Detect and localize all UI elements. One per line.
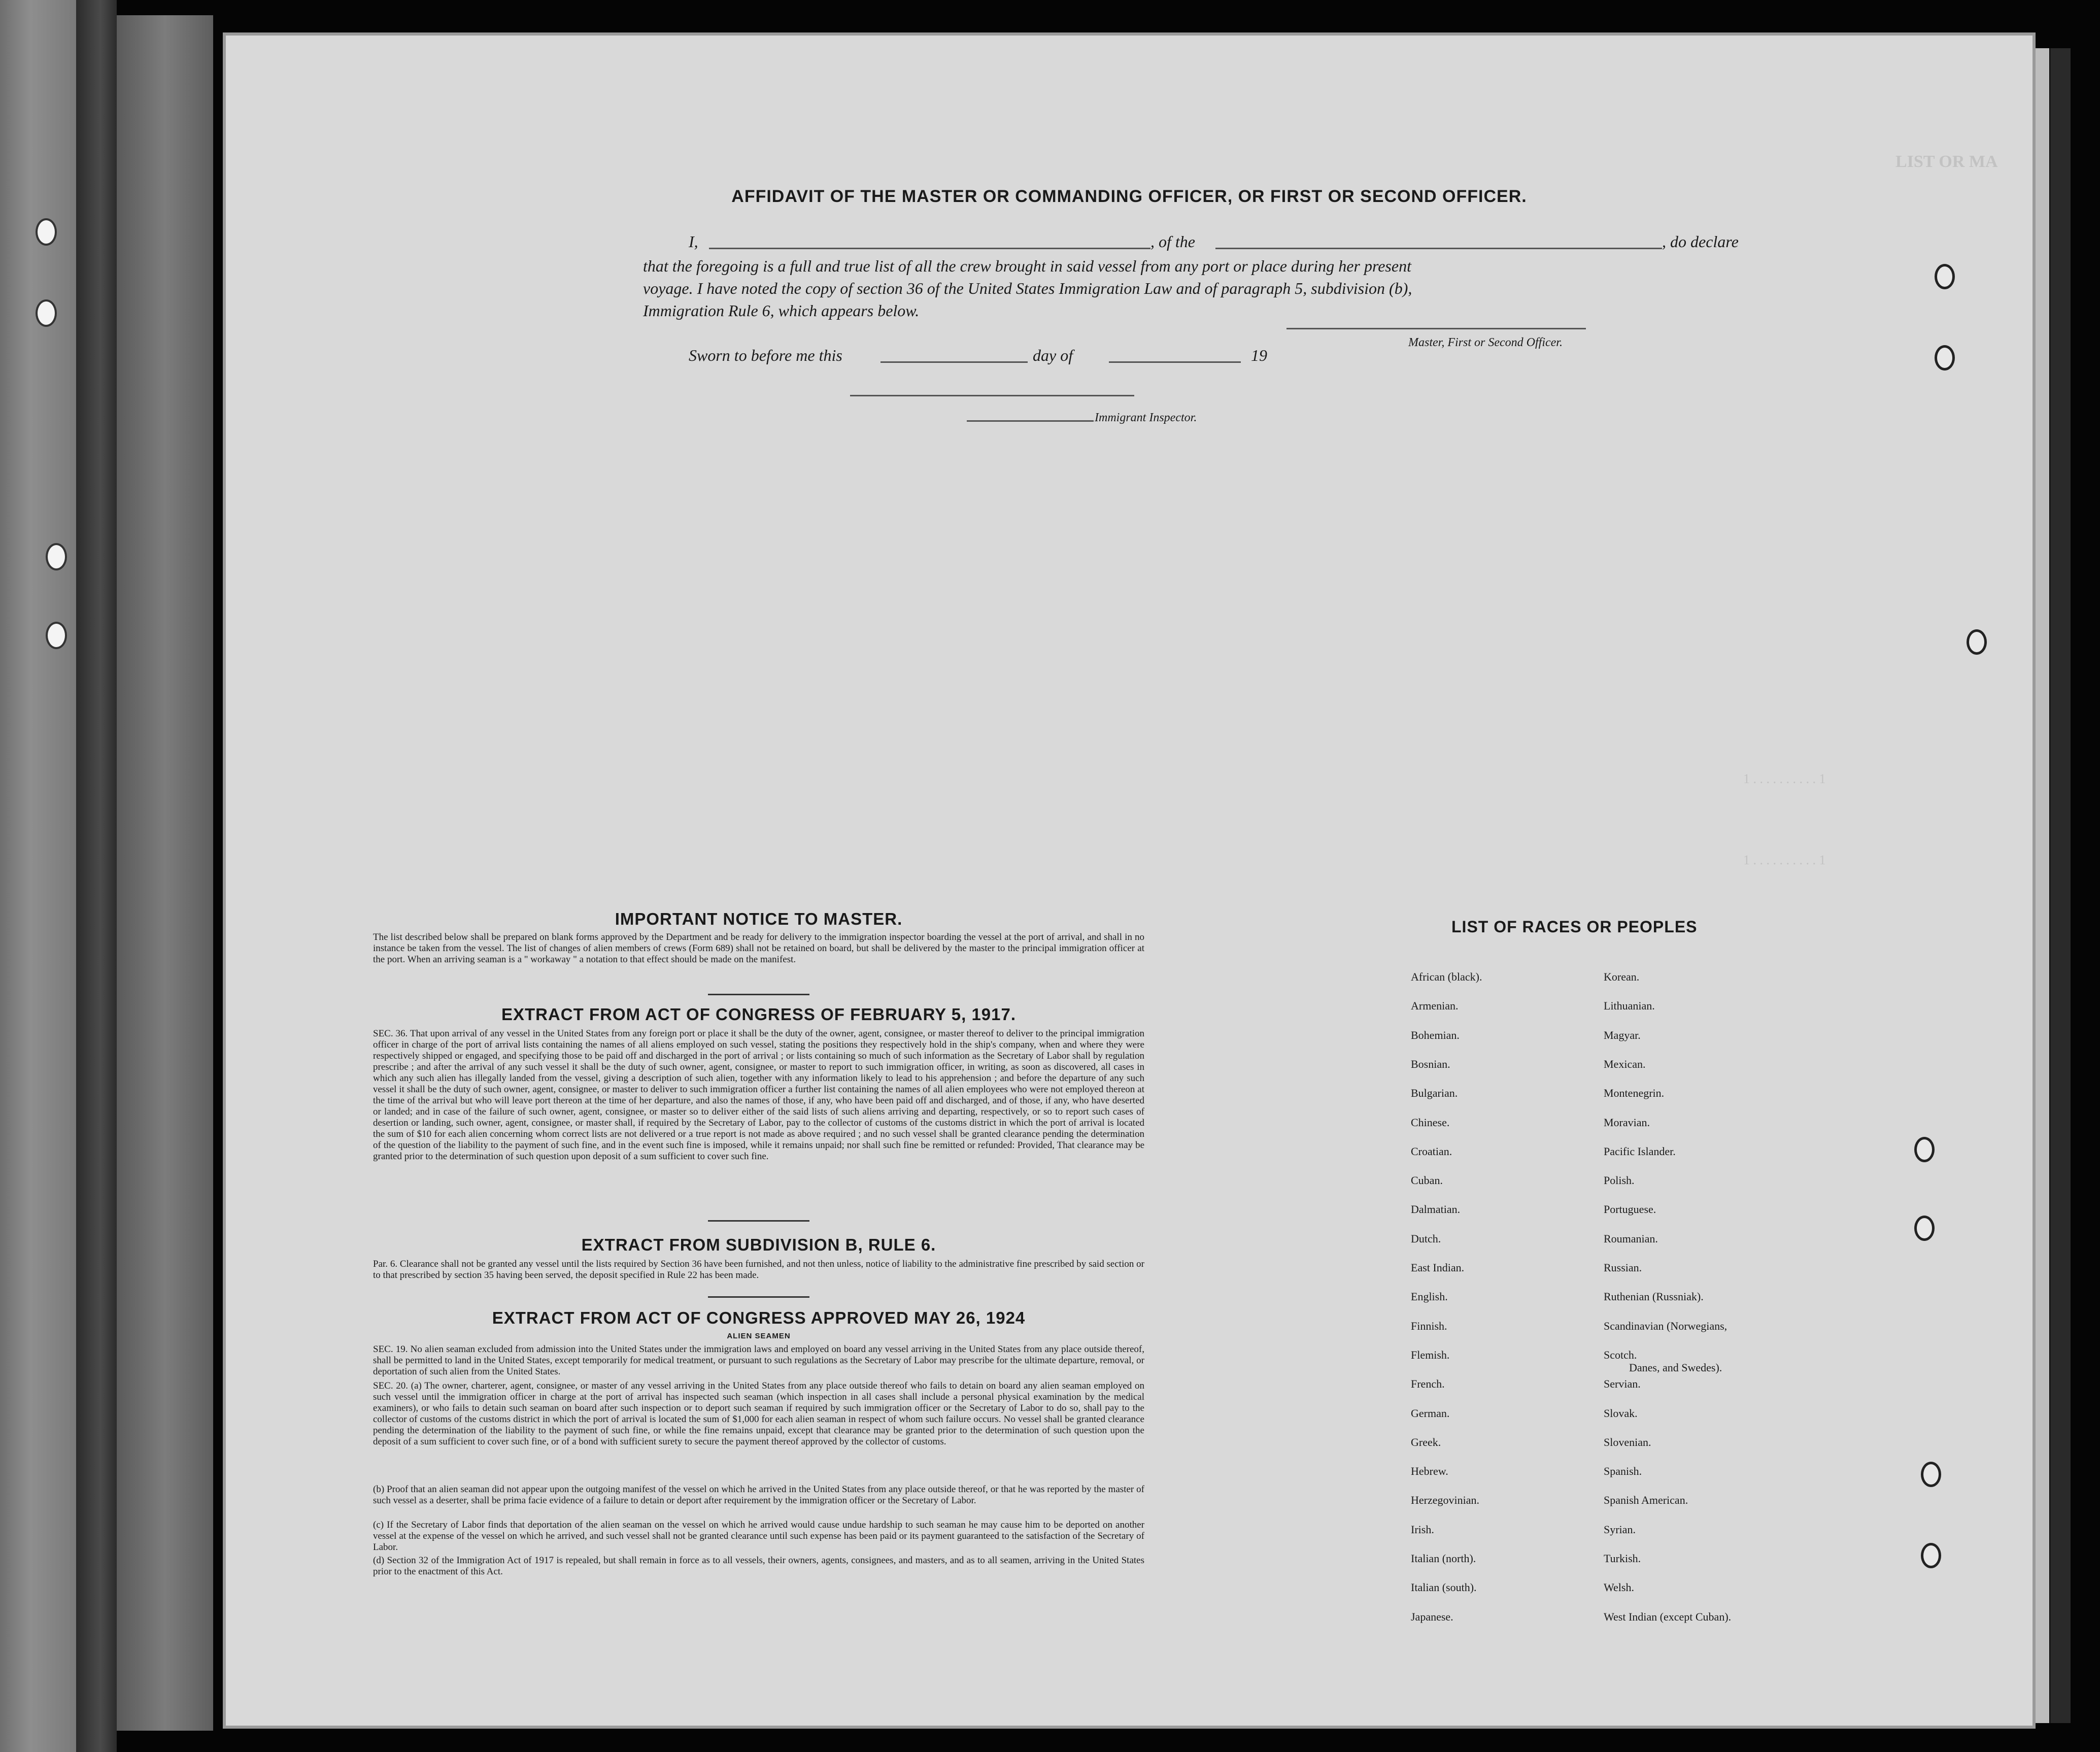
race-item: Russian. [1604,1261,1642,1274]
race-item: Italian (north). [1411,1552,1476,1565]
race-item: Mexican. [1604,1058,1646,1070]
affidavit-do-declare: , do declare [1662,232,1739,251]
affidavit-line-2: that the foregoing is a full and true list of all the crew brought in said vessel from any port or place during her present [643,257,1411,275]
important-notice-body: The list described below shall be prepared on blank forms approved by the Department and be ready for delivery to the immigration inspector boarding the vessel at the port of arrival, and shall in no instance be taken from the vessel. The list of changes of alien members of crews (Form 689) shall not be retained on board, but shall be delivered by the master to the principal immigration officer at the port. When an arriving seaman is a " workaway " a notation to that effect should be made on the manifest. [373,932,1144,965]
punch-hole [1967,629,1987,655]
race-item: Pacific Islander. [1604,1145,1676,1158]
race-item: Slovenian. [1604,1436,1651,1448]
affidavit-title: AFFIDAVIT OF THE MASTER OR COMMANDING OFFICER, OR FIRST OR SECOND OFFICER. [731,187,1527,206]
race-item: Korean. [1604,970,1640,983]
extract-1924-paragraph-5: (d) Section 32 of the Immigration Act of 1917 is repealed, but shall remain in force as to all vessels, their owners, agents, consignees, and masters, and as to all seamen, arriving in the United States prior to the enactment of this Act. [373,1555,1144,1577]
punch-hole [1935,264,1955,289]
extract-1924-paragraph-4: (c) If the Secretary of Labor finds that deportation of the alien seaman on the vessel on which he arrived would cause undue hardship to such seaman he may cause him to be deported on another vessel at the expense of the vessel on which he arrived, and such vessel shall not be granted clearance until such expense has been paid or its payment guaranteed to the satisfaction of the Secretary of Labor. [373,1520,1144,1553]
race-item: Finnish. [1411,1320,1447,1332]
race-item: Lithuanian. [1604,999,1655,1012]
punch-hole [1921,1462,1941,1487]
race-item: Dalmatian. [1411,1203,1461,1216]
affidavit-i: I, [689,232,698,251]
master-signature-label: Master, First or Second Officer. [1408,336,1563,349]
race-item: French. [1411,1377,1445,1390]
punch-hole [1921,1543,1941,1568]
race-item: Bosnian. [1411,1058,1450,1070]
race-item: West Indian (except Cuban). [1604,1610,1732,1623]
race-item: Welsh. [1604,1581,1634,1594]
page-shadow-edge [2050,48,2071,1723]
race-item: Dutch. [1411,1232,1441,1245]
race-item: Slovak. [1604,1407,1638,1420]
race-item: Spanish. [1604,1465,1642,1477]
extract-1924-paragraph-1: SEC. 19. No alien seaman excluded from admission into the United States under the immigration laws and employed on board any vessel arriving in the United States from any place outside thereof, shall be permitted to land in the United States, except temporarily for medical treatment, or pursuant to such regulations as the Secretary of Labor may prescribe for the ultimate departure, removal, or deportation of such alien from the United States. [373,1344,1144,1377]
race-item: Roumanian. [1604,1232,1658,1245]
inspector-signature-line-upper[interactable] [850,395,1134,396]
race-item: East Indian. [1411,1261,1465,1274]
race-item: Bohemian. [1411,1029,1460,1041]
race-item: Chinese. [1411,1116,1450,1129]
vessel-line[interactable] [1215,248,1662,249]
master-signature-line[interactable] [1286,328,1586,329]
race-item-continuation: Danes, and Swedes). [1629,1361,1722,1374]
extract-1917-title: EXTRACT FROM ACT OF CONGRESS OF FEBRUARY 5, 1917. [501,1005,1017,1024]
show-through-text: LIST OR MA [1895,152,1998,171]
race-item: Croatian. [1411,1145,1452,1158]
race-item: Portuguese. [1604,1203,1656,1216]
section-divider [708,994,809,995]
race-item: Hebrew. [1411,1465,1448,1477]
punch-hole [1914,1137,1935,1162]
extract-rule6-body: Par. 6. Clearance shall not be granted any vessel until the lists required by Section 36 have been furnished, and not then unless, notice of liability to the administrative fine prescribed by said section or to that prescribed by section 35 having been served, the deposit specified in Rule 22 has been made. [373,1259,1144,1281]
binder-hole [46,543,67,570]
affidavit-line-3: voyage. I have noted the copy of section 36 of the United States Immigration Law and of paragraph 5, subdivision (b), [643,279,1412,297]
race-item: English. [1411,1290,1448,1303]
race-item: German. [1411,1407,1450,1420]
sworn-year-prefix: 19 [1251,346,1267,364]
race-item: Syrian. [1604,1523,1636,1536]
race-item: Spanish American. [1604,1494,1688,1506]
race-item: Turkish. [1604,1552,1641,1565]
binder-hole [46,622,67,649]
race-item: Cuban. [1411,1174,1443,1187]
punch-hole [1935,345,1955,370]
sworn-prefix: Sworn to before me this [689,346,842,364]
race-item: Herzegovinian. [1411,1494,1479,1506]
extract-1924-subtitle: ALIEN SEAMEN [727,1332,791,1340]
race-item: Armenian. [1411,999,1459,1012]
binder-strip-left [0,0,76,1752]
important-notice-title: IMPORTANT NOTICE TO MASTER. [615,909,903,928]
binder-strip-middle [117,15,213,1731]
race-item: Japanese. [1411,1610,1453,1623]
race-item: Irish. [1411,1523,1434,1536]
binder-strip-dark [76,0,117,1752]
show-through-marks: 1 . . . . . . . . . . 1 [1743,771,1826,786]
extract-rule6-title: EXTRACT FROM SUBDIVISION B, RULE 6. [581,1235,936,1254]
race-item: Bulgarian. [1411,1087,1458,1099]
inspector-label: Immigrant Inspector. [1095,411,1197,424]
binder-hole [36,299,57,327]
show-through-marks: 1 . . . . . . . . . . 1 [1743,853,1826,867]
race-item: Scandinavian (Norwegians, [1604,1320,1728,1332]
race-item: Magyar. [1604,1029,1641,1041]
extract-1924-title: EXTRACT FROM ACT OF CONGRESS APPROVED MAY 26, 1924 [492,1308,1026,1327]
extract-1924-paragraph-2: SEC. 20. (a) The owner, charterer, agent, consignee, or master of any vessel arriving in the United States from any place outside thereof who fails to detain on board any alien seaman employed on such vessel until the immigration officer in charge at the port of arrival has inspected such seaman (which inspection in all cases shall include a personal physical examination by the medical examiners), or who fails to detain such seaman on board after such inspection or to deport such seaman if required by such immigration officer or the Secretary of Labor to do so, shall pay to the collector of customs of the customs district in which the port of arrival is located the sum of $1,000 for each alien seaman in respect of whom such failure occurs. No vessel shall be granted clearance pending the determination of the liability to the payment of such fine, or while the fine remains unpaid, except that clearance may be granted prior to the determination of such question upon the deposit of a sum sufficient to cover such fine, or of a bond with sufficient surety to secure the payment thereof approved by the collector of customs. [373,1380,1144,1447]
race-item: Servian. [1604,1377,1641,1390]
race-item: Greek. [1411,1436,1441,1448]
section-divider [708,1296,809,1298]
document-sheet [226,36,2033,1726]
affidavit-of-the: , of the [1150,232,1195,251]
punch-hole [1914,1216,1935,1241]
race-item: Flemish. [1411,1349,1450,1361]
sworn-month-line[interactable] [1109,361,1241,363]
race-item: Polish. [1604,1174,1635,1187]
inspector-signature-line[interactable] [967,420,1094,422]
name-line[interactable] [709,248,1150,249]
race-item: Moravian. [1604,1116,1650,1129]
sworn-day-line[interactable] [880,361,1028,363]
races-list-title: LIST OF RACES OR PEOPLES [1451,918,1698,936]
sworn-day-of: day of [1033,346,1073,364]
race-item: Italian (south). [1411,1581,1477,1594]
extract-1924-paragraph-3: (b) Proof that an alien seaman did not appear upon the outgoing manifest of the vessel on which he arrived in the United States from any place outside thereof, or that he was reported by the master of such vessel as a deserter, shall be prima facie evidence of a failure to detain or deport after requirement by the immigration officer or the Secretary of Labor. [373,1484,1144,1506]
race-item: Montenegrin. [1604,1087,1665,1099]
race-item: Ruthenian (Russniak). [1604,1290,1704,1303]
affidavit-line-4: Immigration Rule 6, which appears below. [643,301,920,320]
section-divider [708,1220,809,1222]
binder-hole [36,218,57,246]
extract-1917-body: SEC. 36. That upon arrival of any vessel in the United States from any foreign port or place it shall be the duty of the owner, agent, consignee, or master thereof to deliver to the principal immigration officer in charge of the port of arrival lists containing the names of all aliens employed on such vessel, stating the positions they respectively hold in the ship's company, when and where they were respectively shipped or engaged, and specifying those to be paid off and discharged in the port of arrival ; or lists containing so much of such information as the Secretary of Labor shall by regulation prescribe ; and after the arrival of any such vessel it shall be the duty of such owner, agent, consignee, or master to report to such immigration officer, in writing, as soon as discovered, all cases in which any such alien has illegally landed from the vessel, giving a description of such alien, together with any information likely to lead to his apprehension ; and before the departure of any such vessel it shall be the duty of such owner, agent, consignee, or master to deliver to such immigration officer a further list containing the names of all alien employees who were not employed thereon at the time of the arrival but who will leave port thereon at the time of her departure, and also the names of those, if any, who have been paid off and discharged, and of those, if any, who have deserted or landed; and in case of the failure of such owner, agent, consignee, or master so to deliver either of the said lists of such aliens arriving and departing, respectively, or so to report such cases of desertion or landing, such owner, agent, consignee, or master shall, if required by the Secretary of Labor, pay to the collector of customs of the customs district in which the port of arrival is located the sum of $10 for each alien concerning whom correct lists are not delivered or a true report is not made as above required ; and no such vessel shall be granted clearance pending the determination of the question of the liability to the payment of such fine, and in the event such fine is imposed, while it remains unpaid; nor shall such fine be remitted or refunded: Provided, That clearance may be granted prior to the determination of such question upon deposit of a sum sufficient to cover such fine. [373,1028,1144,1162]
race-item: Scotch. [1604,1349,1637,1361]
race-item: African (black). [1411,970,1482,983]
